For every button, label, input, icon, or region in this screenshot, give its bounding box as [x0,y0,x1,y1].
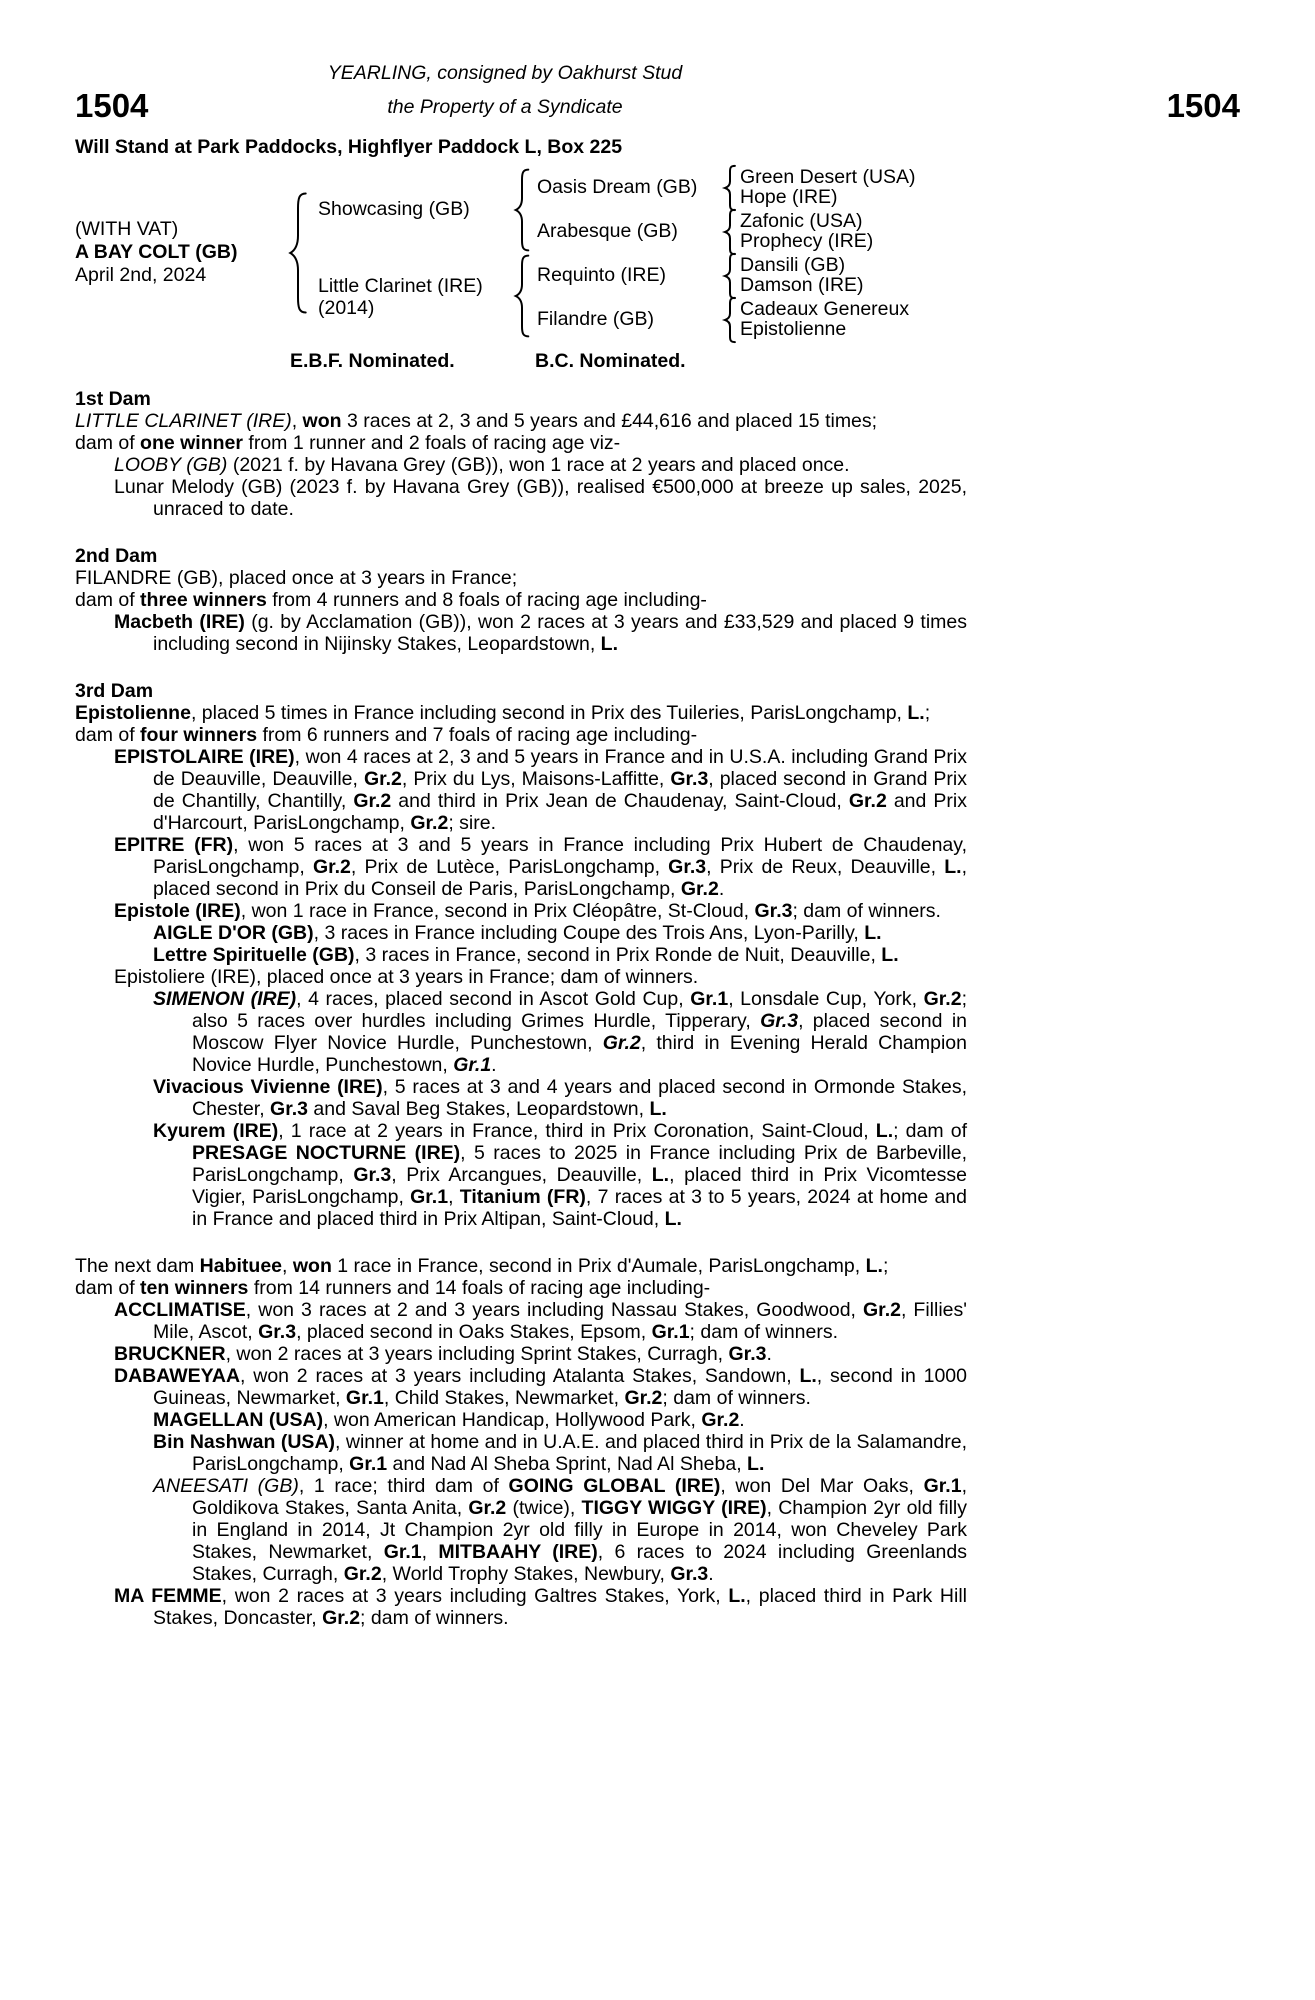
emphasized-text: Gr.2 [701,1409,740,1431]
lot-number-right: 1504 [1166,87,1240,124]
lot-number-left: 1504 [75,87,149,124]
emphasized-text: Gr.3 [258,1321,297,1343]
text-run: ; dam of [893,1120,967,1142]
emphasized-text: PRESAGE NOCTURNE (IRE) [192,1142,461,1164]
emphasized-text: SIMENON (IRE) [153,988,297,1010]
brace-icon [287,191,309,315]
gen3-ancestor-name: Epistolienne [740,318,847,340]
emphasized-text: Gr.3 [353,1164,392,1186]
emphasized-text: LOOBY (GB) [114,454,228,476]
property-line: the Property of a Syndicate [387,96,623,118]
sire-sire-name: Oasis Dream (GB) [537,176,698,198]
text-run: 3 races at 2, 3 and 5 years and £44,616 and placed 15 times; [341,410,878,432]
pedigree-paragraph [75,1277,967,1299]
emphasized-text: ANEESATI (GB) [153,1475,299,1497]
pedigree-tree [75,166,1240,342]
emphasized-text: Gr.2 [863,1299,901,1321]
text-run: , won 4 races at 2, 3 and 5 years in France and in U.S.A. including Grand Prix de Deauville, Deauville, [153,746,968,790]
text-run: , 5 races to 2025 in France including Prix de Barbeville, ParisLongchamp, [192,1142,968,1186]
text-run: , 6 races to 2024 including Greenlands Stakes, Curragh, [192,1541,968,1585]
emphasized-text: L. [651,1164,670,1186]
emphasized-text: L. [747,1453,765,1475]
gen3-ancestor-name: Cadeaux Genereux [740,298,910,320]
text-run: and Nad Al Sheba Sprint, Nad Al Sheba, [387,1453,748,1475]
emphasized-text: EPITRE (FR) [114,834,234,856]
pedigree-paragraph [153,922,967,944]
gen3-ancestor-name: Hope (IRE) [740,186,838,208]
text-run: , won 2 races at 3 years including Sprint Stakes, Curragh, [225,1343,729,1365]
text-run: . [739,1409,745,1431]
pedigree-paragraph [114,1343,967,1365]
text-run: , 7 races at 3 to 5 years, 2024 at home and in France and placed third in Prix Altipan, Saint-Cloud, [192,1186,967,1230]
text-run: The next dam [75,1255,200,1277]
lot-row [75,88,1240,134]
foaling-date: April 2nd, 2024 [75,264,207,286]
text-run: ; dam of winners. [360,1607,509,1629]
emphasized-text: Gr.2 [602,1032,641,1054]
emphasized-text: L. [728,1585,746,1607]
text-run: , won 3 races at 2 and 3 years including Nassau Stakes, Goodwood, [245,1299,864,1321]
text-run: dam of [75,432,141,454]
emphasized-text: Gr.2 [680,878,719,900]
text-run: , Lonsdale Cup, York, [728,988,924,1010]
brace-icon [723,297,737,343]
text-run: , 1 race at 2 years in France, third in Prix Coronation, Saint-Cloud, [278,1120,876,1142]
pedigree-paragraph [114,476,967,520]
emphasized-text: Gr.2 [312,856,351,878]
emphasized-text: L. [600,633,619,655]
text-run: (twice), [506,1497,582,1519]
emphasized-text: L. [649,1098,667,1120]
text-run: , won 2 races at 3 years including Atalanta Stakes, Sandown, [240,1365,800,1387]
text-run: , Prix du Lys, Maisons-Laffitte, [401,768,671,790]
text-run: , [291,410,303,432]
emphasized-text: Gr.1 [690,988,729,1010]
consignor-line: YEARLING, consigned by Oakhurst Stud [327,62,683,84]
text-run: , winner at home and in U.A.E. and placed third in Prix de la Salamandre, ParisLongchamp, [192,1431,968,1475]
emphasized-text: L. [944,856,962,878]
text-run: dam of [75,589,141,611]
emphasized-text: Gr.1 [383,1541,422,1563]
pedigree-paragraph [153,1409,967,1431]
pedigree-paragraph [114,611,967,655]
text-run: , Prix de Reux, Deauville, [706,856,945,878]
text-run: , placed third in Prix Vicomtesse Vigier, ParisLongchamp, [192,1164,967,1208]
emphasized-text: Gr.2 [923,988,962,1010]
text-run: ; [882,1255,889,1277]
emphasized-text: Gr.3 [668,856,707,878]
brace-icon [723,253,737,299]
emphasized-text: Macbeth (IRE) [114,611,245,633]
dam-section-heading: 1st Dam [75,388,151,410]
text-run: ; dam of winners. [792,900,941,922]
text-run: , won American Handicap, Hollywood Park, [323,1409,702,1431]
emphasized-text: Gr.2 [343,1563,382,1585]
emphasized-text: Habituee [199,1255,283,1277]
emphasized-text: Bin Nashwan (USA) [153,1431,336,1453]
emphasized-text: Gr.1 [410,1186,449,1208]
emphasized-text: DABAWEYAA [114,1365,241,1387]
pedigree-paragraph [114,834,968,900]
text-run: . [491,1054,497,1076]
text-run: , [282,1255,293,1277]
text-run: , second in 1000 Guineas, Newmarket, [153,1365,967,1409]
bc-nomination: B.C. Nominated. [535,350,686,372]
emphasized-text: LITTLE CLARINET (IRE) [75,410,292,432]
dam-dam-name: Filandre (GB) [537,308,655,330]
emphasized-text: won [292,1255,332,1277]
text-run: ; [924,702,931,724]
text-run: ; also 5 races over hurdles including Grimes Hurdle, Tipperary, [192,988,967,1032]
text-run: . [708,1563,714,1585]
gen3-ancestor-name: Damson (IRE) [740,274,864,296]
text-run: , [448,1186,460,1208]
text-run: and Saval Beg Stakes, Leopardstown, [308,1098,650,1120]
emphasized-text: Gr.1 [923,1475,962,1497]
emphasized-text: Gr.3 [760,1010,799,1032]
emphasized-text: Epistolienne [75,702,191,724]
gen3-ancestor-name: Green Desert (USA) [740,166,916,188]
emphasized-text: TIGGY WIGGY (IRE) [581,1497,767,1519]
emphasized-text: one winner [140,432,243,454]
pedigree-paragraph [153,1120,968,1230]
text-run: and third in Prix Jean de Chaudenay, Saint-Cloud, [391,790,849,812]
emphasized-text: Gr.2 [848,790,887,812]
text-run: , Goldikova Stakes, Santa Anita, [192,1475,967,1519]
pedigree-paragraph [114,746,968,834]
text-run: , 4 races, placed second in Ascot Gold Cup, [296,988,691,1010]
pedigree-paragraph [75,410,967,432]
gen3-ancestor-name: Prophecy (IRE) [740,230,874,252]
dam-section-heading: 3rd Dam [75,680,154,702]
emphasized-text: MAGELLAN (USA) [153,1409,324,1431]
pedigree-paragraph [75,724,967,746]
pedigree-paragraph [114,454,967,476]
emphasized-text: won [302,410,342,432]
emphasized-text: Gr.2 [353,790,392,812]
emphasized-text: L. [881,944,899,966]
emphasized-text: Titanium (FR) [459,1186,586,1208]
emphasized-text: GOING GLOBAL (IRE) [508,1475,721,1497]
emphasized-text: Gr.3 [270,1098,308,1120]
dam-foaling-year: (2014) [318,297,375,319]
emphasized-text: L. [875,1120,894,1142]
text-run: from 6 runners and 7 foals of racing age including- [257,724,698,746]
emphasized-text: Gr.2 [322,1607,361,1629]
emphasized-text: ACCLIMATISE [114,1299,246,1321]
pedigree-paragraph [75,589,967,611]
pedigree-paragraph [114,1585,967,1629]
text-run: , [421,1541,439,1563]
emphasized-text: Gr.1 [349,1453,388,1475]
emphasized-text: Gr.2 [468,1497,507,1519]
text-run: , won 5 races at 3 and 5 years in France including Prix Hubert de Chaudenay, ParisLongchamp, [153,834,967,878]
brace-icon [723,165,737,211]
text-run: , won 1 race in France, second in Prix Cléopâtre, St-Cloud, [240,900,755,922]
text-run: , third in Evening Herald Champion Novice Hurdle, Punchestown, [192,1032,967,1076]
pedigree-paragraph [75,702,967,724]
brace-icon [513,254,531,338]
emphasized-text: MITBAAHY (IRE) [438,1541,598,1563]
text-run: , Child Stakes, Newmarket, [383,1387,625,1409]
emphasized-text: Gr.3 [728,1343,767,1365]
text-run: , placed second in Moscow Flyer Novice Hurdle, Punchestown, [192,1010,967,1054]
text-run: dam of [75,1277,141,1299]
pedigree-paragraph [75,1255,967,1277]
emphasized-text: Gr.1 [651,1321,690,1343]
emphasized-text: Gr.3 [670,768,709,790]
text-run: , Prix Arcangues, Deauville, [391,1164,652,1186]
emphasized-text: L. [664,1208,682,1230]
text-run: , won 2 races at 3 years including Galtres Stakes, York, [221,1585,729,1607]
text-run: , 3 races in France including Coupe des Trois Ans, Lyon-Parilly, [313,922,865,944]
emphasized-text: four winners [140,724,258,746]
emphasized-text: Gr.1 [453,1054,492,1076]
emphasized-text: ten winners [140,1277,249,1299]
text-run: (2021 f. by Havana Grey (GB)), won 1 race at 2 years and placed once. [227,454,850,476]
text-run: , placed 5 times in France including second in Prix des Tuileries, ParisLongchamp, [190,702,908,724]
emphasized-text: L. [907,702,925,724]
text-run: , 3 races in France, second in Prix Ronde de Nuit, Deauville, [354,944,882,966]
text-run: ; sire. [448,812,496,834]
emphasized-text: L. [864,922,882,944]
text-run: , placed second in Oaks Stakes, Epsom, [296,1321,652,1343]
emphasized-text: MA FEMME [114,1585,222,1607]
emphasized-text: EPISTOLAIRE (IRE) [114,746,295,768]
text-run: , placed second in Grand Prix de Chantilly, Chantilly, [153,768,968,812]
emphasized-text: Lettre Spirituelle (GB) [153,944,355,966]
emphasized-text: Vivacious Vivienne (IRE) [153,1076,383,1098]
emphasized-text: Kyurem (IRE) [153,1120,279,1142]
dam-section [75,388,967,520]
sire-dam-name: Arabesque (GB) [537,220,678,242]
brace-icon [723,209,737,255]
text-run: , Champion 2yr old filly in England in 2014, Jt Champion 2yr old filly in Europe in 2014, won Cheveley Park Stakes, Newmarket, [192,1497,967,1563]
text-run: . [766,1343,772,1365]
text-run: , Prix de Lutèce, ParisLongchamp, [350,856,669,878]
pedigree-paragraph [114,1365,967,1409]
text-run: from 1 runner and 2 foals of racing age viz- [242,432,621,454]
pedigree-paragraph [75,567,967,589]
pedigree-paragraph [114,966,967,988]
text-run: ; dam of winners. [689,1321,839,1343]
text-run: , 5 races at 3 and 4 years and placed second in Ormonde Stakes, Chester, [192,1076,967,1120]
emphasized-text: Gr.2 [363,768,402,790]
text-run: , placed third in Park Hill Stakes, Doncaster, [153,1585,967,1629]
pedigree-paragraph [114,900,967,922]
text-run: , 1 race; third dam of [298,1475,509,1497]
dam-section-heading: 2nd Dam [75,545,158,567]
emphasized-text: Epistole (IRE) [114,900,241,922]
pedigree-paragraph [75,432,967,454]
emphasized-text: Gr.1 [345,1387,384,1409]
dam-sire-name: Requinto (IRE) [537,264,666,286]
pedigree-paragraph [153,1475,968,1585]
emphasized-text: L. [865,1255,883,1277]
text-run: FILANDRE (GB), placed once at 3 years in France; [75,567,518,589]
text-run: , Fillies' Mile, Ascot, [153,1299,967,1343]
emphasized-text: three winners [140,589,267,611]
stand-location-line: Will Stand at Park Paddocks, Highflyer Paddock L, Box 225 [75,136,623,158]
dam-name: Little Clarinet (IRE) [318,275,483,297]
emphasized-text: Gr.3 [670,1563,709,1585]
pedigree-paragraph [153,1076,967,1120]
text-run: from 14 runners and 14 foals of racing age including- [248,1277,711,1299]
text-run: . [718,878,725,900]
text-run: , won Del Mar Oaks, [720,1475,924,1497]
gen3-ancestor-name: Dansili (GB) [740,254,846,276]
text-run: Lunar Melody (GB) (2023 f. by Havana Grey (GB)), realised €500,000 at breeze up sales, 2025, unraced to date. [114,476,967,520]
emphasized-text: L. [799,1365,817,1387]
dam-section [75,545,967,655]
gen3-ancestor-name: Zafonic (USA) [740,210,863,232]
text-run: , World Trophy Stakes, Newbury, [381,1563,671,1585]
pedigree-paragraph [153,1431,968,1475]
ebf-nomination: E.B.F. Nominated. [290,350,455,372]
text-run: and Prix d'Harcourt, ParisLongchamp, [153,790,967,834]
emphasized-text: AIGLE D'OR (GB) [153,922,314,944]
text-run: ; dam of winners. [662,1387,811,1409]
catalogue-body [75,388,967,1629]
emphasized-text: Gr.2 [624,1387,663,1409]
emphasized-text: Gr.3 [754,900,793,922]
text-run: from 4 runners and 8 foals of racing age including- [266,589,707,611]
pedigree-paragraph [153,944,967,966]
emphasized-text: BRUCKNER [114,1343,226,1365]
text-run: (g. by Acclamation (GB)), won 2 races at 3 years and £33,529 and placed 9 times including second in Nijinsky Stakes, Leopardstown, [153,611,967,655]
vat-note: (WITH VAT) [75,218,179,240]
text-run: , placed second in Prix du Conseil de Paris, ParisLongchamp, [153,856,968,900]
dam-section [75,1255,967,1629]
brace-icon [513,168,531,252]
emphasized-text: Gr.2 [410,812,449,834]
nominations-row [75,350,1240,374]
colt-name: A BAY COLT (GB) [75,241,238,263]
pedigree-paragraph [114,1299,967,1343]
dam-section [75,680,967,1230]
text-run: Epistoliere (IRE), placed once at 3 years in France; dam of winners. [114,966,699,988]
pedigree-paragraph [153,988,967,1076]
text-run: dam of [75,724,141,746]
sire-name: Showcasing (GB) [318,198,470,220]
text-run: 1 race in France, second in Prix d'Aumale, ParisLongchamp, [331,1255,866,1277]
